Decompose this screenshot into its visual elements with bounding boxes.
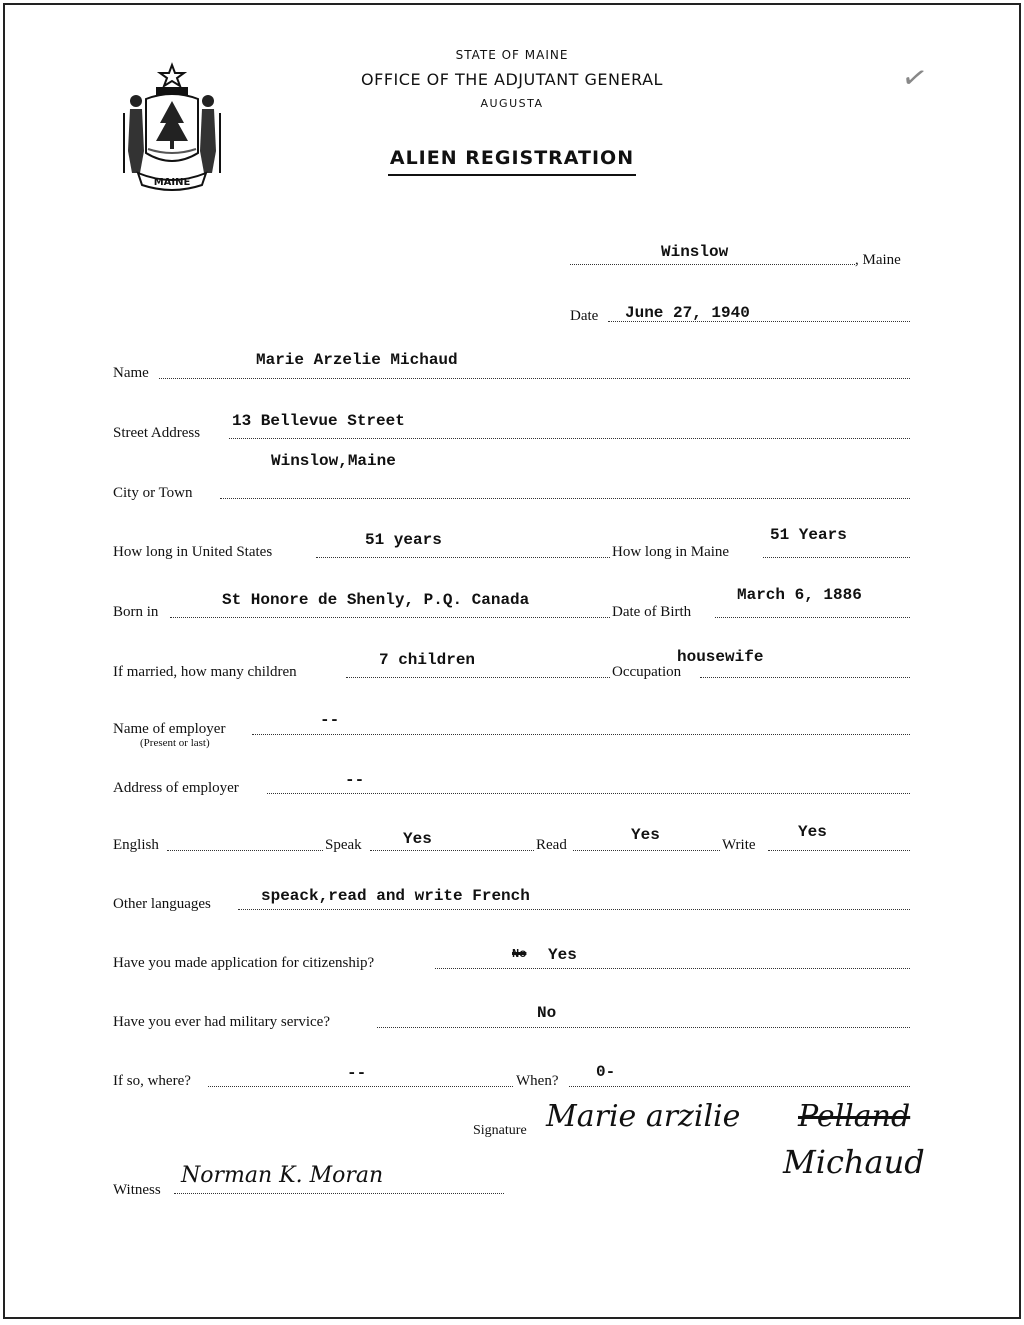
header-city: AUGUSTA [480, 97, 544, 110]
employer-label: Name of employer [113, 721, 226, 737]
birth-date-label: Date of Birth [612, 604, 692, 620]
citizenship-struck-value: No [512, 947, 527, 961]
write-value: Yes [798, 823, 827, 841]
date-value: June 27, 1940 [625, 304, 750, 322]
employer-address-value: -- [345, 771, 365, 789]
military-value: No [537, 1004, 557, 1022]
where-value: -- [347, 1064, 367, 1082]
maine-duration-value: 51 Years [770, 526, 847, 544]
witness-label: Witness [113, 1182, 161, 1198]
other-languages-label: Other languages [113, 896, 211, 912]
street-label: Street Address [113, 425, 201, 441]
military-label: Have you ever had military service? [113, 1014, 330, 1030]
employer-value: -- [320, 711, 340, 729]
born-in-label: Born in [113, 604, 159, 620]
birth-date-value: March 6, 1886 [737, 586, 862, 604]
seal-banner-text: MAINE [153, 177, 191, 188]
other-languages-value: speack,read and write French [261, 887, 530, 905]
date-label: Date [570, 308, 599, 324]
read-value: Yes [631, 826, 660, 844]
header-office: OFFICE OF THE ADJUTANT GENERAL [361, 70, 663, 89]
children-value: 7 children [379, 651, 476, 669]
signature-label: Signature [473, 1123, 527, 1138]
maine-duration-label: How long in Maine [612, 544, 730, 560]
signature-handwritten-line2: Michaud [783, 1143, 925, 1181]
children-label: If married, how many children [113, 664, 297, 680]
city-value: Winslow,Maine [271, 452, 396, 470]
check-mark-icon: ✓ [898, 58, 931, 99]
citizenship-value: Yes [548, 946, 577, 964]
occupation-label: Occupation [612, 664, 682, 680]
town-suffix: , Maine [855, 252, 901, 268]
street-value: 13 Bellevue Street [232, 412, 405, 430]
signature-struck-name: Pelland [798, 1099, 911, 1134]
write-label: Write [722, 837, 756, 853]
speak-value: Yes [403, 830, 432, 848]
us-duration-value: 51 years [365, 531, 442, 549]
born-in-value: St Honore de Shenly, P.Q. Canada [222, 591, 530, 609]
name-label: Name [113, 365, 149, 381]
header-state: STATE OF MAINE [455, 48, 569, 62]
signature-handwritten: Marie arzilie [546, 1099, 741, 1134]
witness-handwritten: Norman K. Moran [181, 1163, 384, 1188]
where-label: If so, where? [113, 1073, 191, 1089]
when-label: When? [516, 1073, 559, 1089]
occupation-value: housewife [677, 648, 764, 666]
registration-form-page [3, 3, 1021, 1319]
english-label: English [113, 837, 159, 853]
name-value: Marie Arzelie Michaud [256, 351, 458, 369]
form-title: ALIEN REGISTRATION [3, 147, 1021, 169]
us-duration-label: How long in United States [113, 544, 273, 560]
city-label: City or Town [113, 485, 193, 501]
town-value: Winslow [661, 243, 729, 261]
read-label: Read [536, 837, 567, 853]
speak-label: Speak [325, 837, 362, 853]
employer-sublabel: (Present or last) [140, 737, 210, 749]
employer-address-label: Address of employer [113, 780, 239, 796]
citizenship-label: Have you made application for citizenship? [113, 955, 375, 971]
when-value: 0- [596, 1063, 616, 1081]
